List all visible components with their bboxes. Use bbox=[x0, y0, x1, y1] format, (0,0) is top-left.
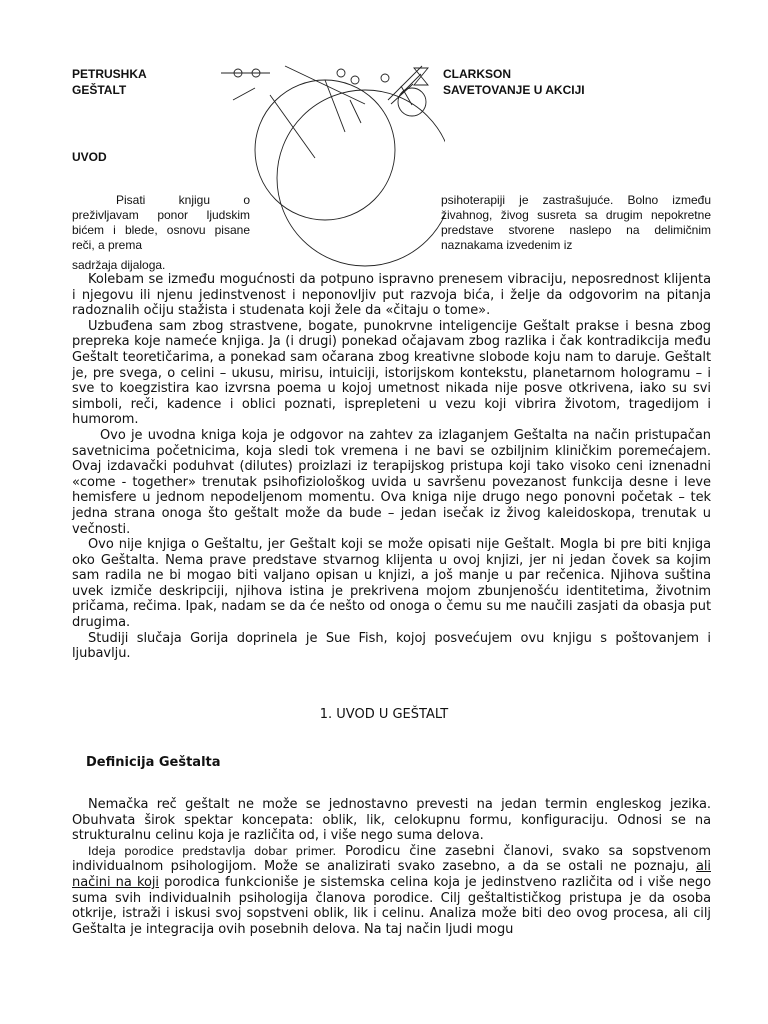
coauthor-header bbox=[443, 66, 585, 98]
intro-left-text: Pisati knjigu o preživljavam ponor ljudskim bićem i blede, osnovu pisane reči, a prema bbox=[72, 193, 250, 252]
intro-column-left bbox=[72, 193, 250, 253]
paragraph-text: porodica funkcioniše je sistemska celina koja je jedinstveno različita od i više nego suma svih individualnih psihologija članova porodice. Cilj geštaltističkog pristupa je da osoba otkrije, istraži i iskusi svoj sopstveni oblik, lik i celinu. Analiza može biti deo ovog procesa, ali cilj Geštalta je integracija ovih posebnih delova. Na taj način ljudi mogu bbox=[72, 874, 711, 937]
small-circle-5 bbox=[381, 74, 389, 82]
small-circle-4 bbox=[351, 76, 359, 84]
hourglass-shape bbox=[414, 68, 428, 85]
section-subheading: Definicija Geštalta bbox=[86, 755, 221, 770]
small-circle-3 bbox=[337, 69, 345, 77]
paragraph: Ovo nije knjiga o Geštaltu, jer Geštalt koji se može opisati nije Geštalt. Mogla bi pre biti knjiga oko Geštalta. Nema prave predstave stvarnog klijenta u ovoj knjizi, jer ni jedan čovek sa kojim sam radila ne bi mogao biti valjano opisan u knjizi, a još manje u par rečenica. Njihova suština uvek izmiče deskripciji, njihova istina je prekrivena mojom zbunjenošću identitetima, životnim pričama, rečima. Ipak, nadam se da će nešto od onoga o čemu su me naučili zasjati da obasja put drugima. bbox=[72, 537, 711, 631]
coauthor-name: CLARKSON bbox=[443, 67, 511, 81]
paragraph-text: Porodicu čine zasebni članovi, svako sa sopstvenom individualnom psihologijom. Može se analizirati svako zasebno, a da se ostali ne poznaju, bbox=[72, 843, 711, 875]
author-header bbox=[72, 66, 147, 98]
intro-body bbox=[72, 272, 711, 662]
author-name: PETRUSHKA bbox=[72, 67, 147, 81]
paragraph: Kolebam se između mogućnosti da potpuno ispravno prenesem vibraciju, neposrednost klijenta i njegovu ili njenu jedinstvenost i neponovljiv put razvoja bića, i želje da odgovorim na pitanja radoznalih očiju stažista i studenata koji žele da «čitaju o tome». bbox=[72, 272, 711, 319]
chapter-title: 1. UVOD U GEŠTALT bbox=[319, 707, 449, 722]
paragraph: Studiji slučaja Gorija doprinela je Sue Fish, kojoj posvećujem ovu knjigu s poštovanjem i ljubavlju. bbox=[72, 630, 711, 662]
paragraph: Nemačka reč geštalt ne može se jednostavno prevesti na jedan termin engleskog jezika. Obuhvata širok spektar koncepata: oblik, lik, celokupnu formu, konfiguraciju. Odnosi se na strukturalnu celinu koja je različita od, i više nego suma delova. bbox=[72, 797, 711, 844]
intro-column-right: psihoterapiji je zastrašujuće. Bolno između živahnog, živog susreta sa drugim nepokretne predstave stvorene naslepo na delimičnim naznakama izvedenim iz bbox=[441, 193, 711, 252]
paragraph-lead: Ideja porodice predstavlja dobar primer. bbox=[88, 843, 337, 858]
large-circle-front bbox=[277, 90, 445, 266]
intro-column-tail: sadržaja dijaloga. bbox=[72, 258, 166, 272]
book-subtitle: SAVETOVANJE U AKCIJI bbox=[443, 83, 585, 97]
paragraph: Ovo je uvodna kniga koja je odgovor na zahtev za izlaganjem Geštalta na način pristupačan savetnicima početnicima, koja sledi tok vremena i ne bavi se ozbiljnim kliničkim poremećajem. Ovaj izdavački poduhvat (dilutes) proizlazi iz terapijskog pristupa koji tako visoko ceni iznenadni «come - together» trenutak psihofiziološkog uvida u savršenu povezanost funkcija desne i leve hemisfere u jednom nepodeljenom momentu. Ova kniga nije drugo nego ponovni početak – tek jedna strana onoga što geštalt može da bude – jedan isečak iz živog kaleidoskopa, trenutak u večnosti. bbox=[72, 427, 711, 537]
book-short-title: GEŠTALT bbox=[72, 83, 127, 97]
definition-body bbox=[72, 797, 711, 937]
intro-heading: UVOD bbox=[72, 150, 107, 164]
large-circle-back bbox=[255, 80, 395, 220]
underlined-phrase: ali načini na koji bbox=[72, 859, 711, 890]
paragraph: Uzbuđena sam zbog strastvene, bogate, punokrvne inteligencije Geštalt prakse i besna zbog prepreka koje nameće knjiga. Ja (i drugi) ponekad očajavam zbog razlika i čak kontradikcija među Geštalt teoretičarima, a ponekad sam očarana zbog kreativne slobode koju nam to daruje. Geštalt je, pre svega, o celini – ukusu, mirisu, intuiciji, istorijskom kontekstu, planetarnom hologramu – i sve to koegzistira kao izvrsna poema u kojoj umetnost nikada nije posve otkrivena, iako su svi simboli, reči, kadence i oblici poznati, isprepleteni u vezu koji vibrira životom, tragedijom i humorom. bbox=[72, 318, 711, 428]
paragraph bbox=[72, 844, 711, 938]
